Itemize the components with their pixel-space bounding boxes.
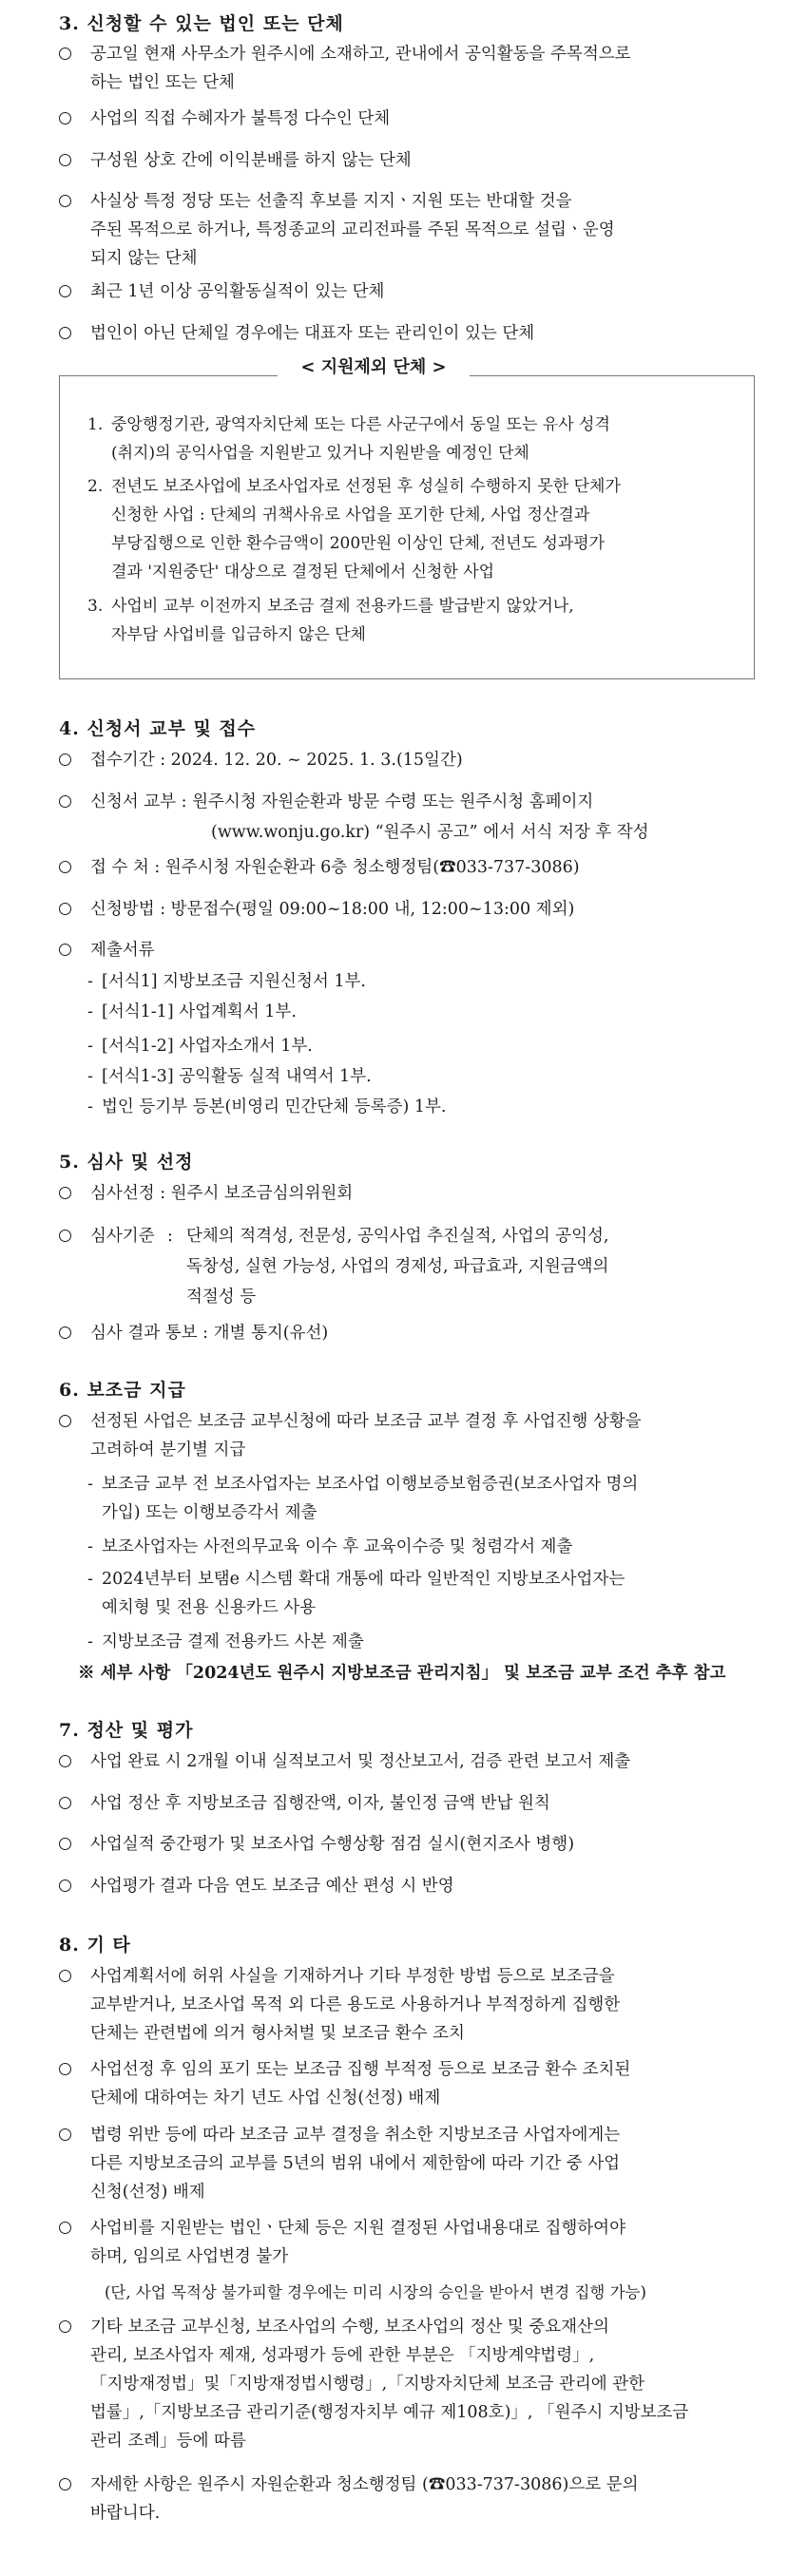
section-3-item: 공고일 현재 사무소가 원주시에 소재하고, 관내에서 공익활동을 주목적으로 하는 법인 또는 단체 bbox=[59, 40, 770, 97]
exclusion-item: 1. 중앙행정기관, 광역자치단체 또는 다른 사군구에서 동일 또는 유사 성격 (취지)의 공익사업을 지원받고 있거나 지원받을 예정인 단체 bbox=[87, 415, 610, 463]
circle-bullet-icon bbox=[59, 154, 71, 166]
notice-row: 심사 결과 통보 : 개별 통지(유선) bbox=[59, 1319, 770, 1347]
section-3-item: 최근 1년 이상 공익활동실적이 있는 단체 bbox=[59, 277, 770, 306]
section-7-item: 사업 완료 시 2개월 이내 실적보고서 및 정산보고서, 검증 관련 보고서 제출 bbox=[59, 1747, 770, 1776]
criteria-row: 심사기준 bbox=[59, 1222, 770, 1250]
section-8-item: 법령 위반 등에 따라 보조금 교부 결정을 취소한 지방보조금 사업자에게는 다른 지방보조금의 교부를 5년의 범위 내에서 제한함에 따라 기간 중 사업 신청(선정) 배제 bbox=[59, 2121, 770, 2206]
section-6-item: 선정된 사업은 보조금 교부신청에 따라 보조금 교부 결정 후 사업진행 상황을 고려하여 분기별 지급 bbox=[59, 1407, 770, 1464]
circle-bullet-icon bbox=[59, 112, 71, 124]
circle-bullet-icon bbox=[59, 1970, 71, 1982]
section-3-item: 사실상 특정 정당 또는 선출직 후보를 지지ㆍ지원 또는 반대할 것을 주된 목적으로 하거나, 특정종교의 교리전파를 주된 목적으로 설립ㆍ운영 되지 않는 단체 bbox=[59, 187, 770, 273]
circle-bullet-icon bbox=[59, 327, 71, 339]
circle-bullet-icon bbox=[59, 1230, 71, 1242]
section-5-title: 5. 심사 및 선정 bbox=[59, 1152, 194, 1173]
section-3-item: 구성원 상호 간에 이익분배를 하지 않는 단체 bbox=[59, 146, 770, 175]
section-7-title: 7. 정산 및 평가 bbox=[59, 1720, 194, 1741]
section-8-item: 기타 보조금 교부신청, 보조사업의 수행, 보조사업의 정산 및 중요재산의 관리, 보조사업자 제재, 성과평가 등에 관한 부분은 「지방계약법령」, 「지방재정법」및「지방재정법시행령」,「지방자치단체 보조금 관리에 관한 법률」,「지방보조금 관리기준(행정자치부 예규 제108호)」, 「원주시 지방보조금 관리 조례」등에 따름 bbox=[59, 2313, 770, 2455]
document-item: - [서식1-3] 공익활동 실적 내역서 1부. bbox=[87, 1067, 372, 1086]
circle-bullet-icon bbox=[59, 195, 71, 207]
section-7-item: 사업 정산 후 지방보조금 집행잔액, 이자, 불인정 금액 반납 원칙 bbox=[59, 1789, 770, 1818]
criteria-line: 독창성, 실현 가능성, 사업의 경제성, 파급효과, 지원금액의 bbox=[186, 1257, 609, 1276]
circle-bullet-icon bbox=[59, 1797, 71, 1809]
document-item: - 법인 등기부 등본(비영리 민간단체 등록증) 1부. bbox=[87, 1097, 447, 1116]
document-item: - [서식1-1] 사업계획서 1부. bbox=[87, 1002, 297, 1021]
period-row: 접수기간 : 2024. 12. 20. ~ 2025. 1. 3.(15일간) bbox=[59, 746, 770, 774]
section-8-title: 8. 기 타 bbox=[59, 1935, 131, 1956]
circle-bullet-icon bbox=[59, 1326, 71, 1339]
circle-bullet-icon bbox=[59, 2128, 71, 2141]
section-8-item: 자세한 사항은 원주시 자원순환과 청소행정팀 (☎033-737-3086)으로 문의 바랍니다. bbox=[59, 2471, 770, 2528]
circle-bullet-icon bbox=[59, 1838, 71, 1850]
circle-bullet-icon bbox=[59, 903, 71, 915]
circle-bullet-icon bbox=[59, 1415, 71, 1427]
distribution-row: 신청서 교부 : 원주시청 자원순환과 방문 수령 또는 원주시청 홈페이지 bbox=[59, 788, 770, 816]
section-3-item: 사업의 직접 수혜자가 불특정 다수인 단체 bbox=[59, 105, 770, 133]
payment-subitem: - 2024년부터 보탬e 시스템 확대 개통에 따라 일반적인 지방보조사업자는 예치형 및 전용 신용카드 사용 bbox=[87, 1570, 625, 1617]
section-8-item: 사업선정 후 임의 포기 또는 보조금 집행 부적정 등으로 보조금 환수 조치된 단체에 대하여는 차기 년도 사업 신청(선정) 배제 bbox=[59, 2055, 770, 2112]
circle-bullet-icon bbox=[59, 861, 71, 873]
section-6-title: 6. 보조금 지급 bbox=[59, 1380, 186, 1401]
exclusion-item: 2. 전년도 보조사업에 보조사업자로 선정된 후 성실히 수행하지 못한 단체가 신청한 사업 : 단체의 귀책사유로 사업을 포기한 단체, 사업 정산결과 부당집행으로 인한 환수금액이 200만원 이상인 단체, 전년도 성과평가 결과 '지원중단' 대상으로 결정된 단체에서 신청한 사업 bbox=[87, 477, 621, 582]
section-8-item: 사업계획서에 허위 사실을 기재하거나 기타 부정한 방법 등으로 보조금을 교부받거나, 보조사업 목적 외 다른 용도로 사용하거나 부적정하게 집행한 단체는 관련법에 의거 형사처벌 및 보조금 환수 조치 bbox=[59, 1962, 770, 2048]
criteria-line: 단체의 적격성, 전문성, 공익사업 추진실적, 사업의 공익성, bbox=[186, 1227, 609, 1246]
criteria-colon: : bbox=[167, 1227, 173, 1246]
document-item: - [서식1] 지방보조금 지원신청서 1부. bbox=[87, 972, 366, 991]
circle-bullet-icon bbox=[59, 795, 71, 808]
office-row: 접 수 처 : 원주시청 자원순환과 6층 청소행정팀(☎033-737-3086) bbox=[59, 853, 770, 882]
circle-bullet-icon bbox=[59, 48, 71, 60]
distribution-row-cont: (www.wonju.go.kr) “원주시 공고” 에서 서식 저장 후 작성 bbox=[211, 823, 649, 842]
section-3-item: 법인이 아닌 단체일 경우에는 대표자 또는 관리인이 있는 단체 bbox=[59, 319, 770, 348]
circle-bullet-icon bbox=[59, 285, 71, 297]
payment-subitem: - 보조사업자는 사전의무교육 이수 후 교육이수증 및 청렴각서 제출 bbox=[87, 1537, 573, 1556]
section-7-item: 사업실적 중간평가 및 보조사업 수행상황 점검 실시(현지조사 병행) bbox=[59, 1830, 770, 1859]
section-8-item: 사업비를 지원받는 법인ㆍ단체 등은 지원 결정된 사업내용대로 집행하여야 하며, 임의로 사업변경 불가 bbox=[59, 2214, 770, 2271]
circle-bullet-icon bbox=[59, 944, 71, 956]
circle-bullet-icon bbox=[59, 1880, 71, 1892]
circle-bullet-icon bbox=[59, 1187, 71, 1199]
section-7-item: 사업평가 결과 다음 연도 보조금 예산 편성 시 반영 bbox=[59, 1872, 770, 1900]
circle-bullet-icon bbox=[59, 2320, 71, 2333]
section-3-title: 3. 신청할 수 있는 법인 또는 단체 bbox=[59, 13, 344, 34]
payment-subitem: - 지방보조금 결제 전용카드 사본 제출 bbox=[87, 1632, 364, 1651]
circle-bullet-icon bbox=[59, 2063, 71, 2075]
circle-bullet-icon bbox=[59, 754, 71, 766]
documents-row: 제출서류 bbox=[59, 936, 770, 964]
exclusion-box-title: < 지원제외 단체 > bbox=[278, 352, 470, 384]
payment-subitem: - 보조금 교부 전 보조사업자는 보조사업 이행보증보험증권(보조사업자 명의 가입) 또는 이행보증각서 제출 bbox=[87, 1475, 639, 1522]
circle-bullet-icon bbox=[59, 1755, 71, 1767]
criteria-line: 적절성 등 bbox=[186, 1288, 257, 1307]
circle-bullet-icon bbox=[59, 2222, 71, 2234]
selection-row: 심사선정 : 원주시 보조금심의위원회 bbox=[59, 1179, 770, 1208]
circle-bullet-icon bbox=[59, 2478, 71, 2490]
document-item: - [서식1-2] 사업자소개서 1부. bbox=[87, 1037, 313, 1056]
section-4-title: 4. 신청서 교부 및 접수 bbox=[59, 718, 257, 739]
method-row: 신청방법 : 방문접수(평일 09:00~18:00 내, 12:00~13:00 제외) bbox=[59, 895, 770, 924]
section-8-paren-note: (단, 사업 목적상 불가피할 경우에는 미리 시장의 승인을 받아서 변경 집행 가능) bbox=[105, 2283, 646, 2301]
exclusion-item: 3. 사업비 교부 이전까지 보조금 결제 전용카드를 발급받지 않았거나, 자부담 사업비를 입금하지 않은 단체 bbox=[87, 597, 574, 644]
payment-note: ※ 세부 사항 「2024년도 원주시 지방보조금 관리지침」 및 보조금 교부 조건 추후 참고 bbox=[78, 1664, 726, 1683]
